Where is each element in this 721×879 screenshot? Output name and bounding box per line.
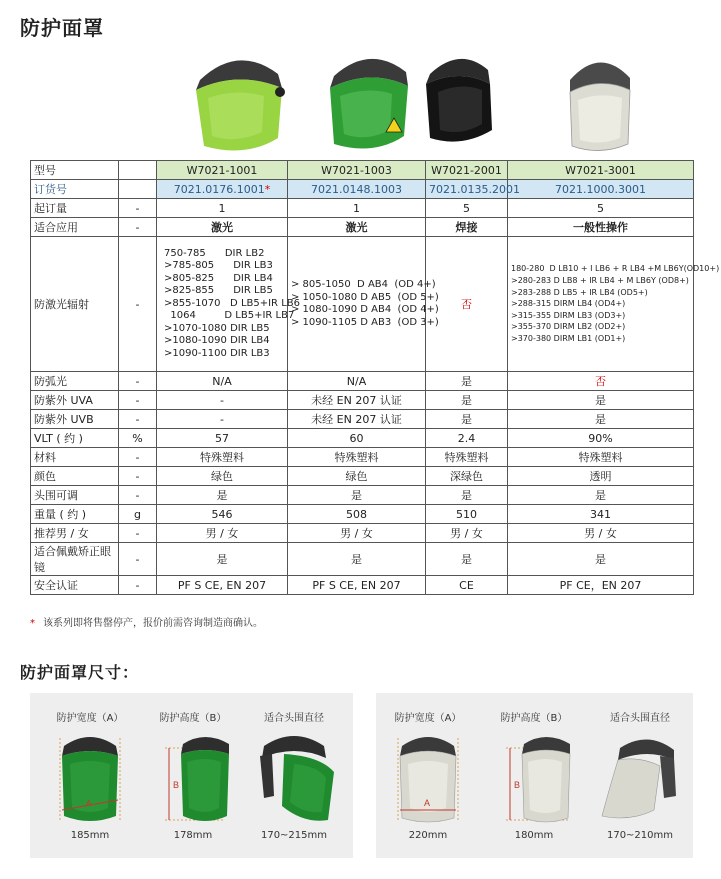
footnote-text: 该系列即将售罄停产，报价前需咨询制造商确认。 (43, 618, 263, 629)
value-cell: PF S CE, EN 207 (157, 576, 288, 595)
dim-value: 185mm (70, 830, 110, 841)
dim-value: 220mm (408, 830, 448, 841)
dim-label: 防护高度（B） (159, 713, 227, 724)
value-cell: 是 (288, 486, 426, 505)
order-number-cell (426, 180, 520, 199)
row-label: 安全认证 (31, 576, 119, 595)
dim-width-clear (378, 693, 478, 858)
laser-spec-line: >825-855 DIR LB5 (164, 285, 273, 297)
dim-label: 防护高度（B） (500, 713, 568, 724)
value-cell: 男 / 女 (426, 524, 508, 543)
dim-head-clear (590, 693, 690, 858)
laser-spec-line: >1090-1100 DIR LB3 (164, 347, 270, 359)
dim-label: 防护宽度（A） (394, 713, 462, 724)
order-number: 7021.0135.2001 (429, 182, 520, 196)
value-cell: 特殊塑料 (157, 448, 288, 467)
laser-spec-line: >370-380 DIRM LB1 (OD1+) (511, 333, 626, 343)
table-row (31, 410, 694, 429)
order-number-cell (157, 180, 288, 199)
value-cell: 510 (426, 505, 508, 524)
value-cell: 否 (426, 237, 508, 372)
order-number-cell (508, 180, 694, 199)
dim-height-clear (484, 693, 584, 858)
value-cell: 特殊塑料 (508, 448, 694, 467)
row-label: 头围可调 (31, 486, 119, 505)
row-unit (119, 161, 157, 180)
value-cell: CE (426, 576, 508, 595)
laser-spec-line: >355-370 DIRM LB2 (OD2+) (511, 322, 626, 332)
value-cell: 男 / 女 (508, 524, 694, 543)
row-label: 推荐男 / 女 (31, 524, 119, 543)
row-unit: - (119, 410, 157, 429)
clear-face-shield-height-image (484, 726, 584, 826)
laser-spec-line: 750-785 DIR LB2 (164, 247, 265, 259)
table-row (31, 505, 694, 524)
product-image-w7021-3001 (560, 40, 640, 158)
row-unit: % (119, 429, 157, 448)
discontinued-star: * (264, 182, 271, 196)
laser-spec-line: 1064 D LB5+IR LB7 (164, 310, 295, 322)
table-row-model (31, 161, 694, 180)
row-unit: - (119, 467, 157, 486)
table-row (31, 372, 694, 391)
laser-spec-line: > 1050-1080 D AB5 (OD 5+) (291, 291, 439, 303)
dim-width-green (40, 693, 140, 858)
table-row-order (31, 180, 694, 199)
value-cell: 特殊塑料 (288, 448, 426, 467)
table-row-laser (31, 237, 694, 372)
value-cell: 是 (508, 543, 694, 576)
row-label: 防紫外 UVB (31, 410, 119, 429)
value-cell: 5 (426, 199, 508, 218)
dim-label: 防护宽度（A） (56, 713, 124, 724)
row-label: 适合应用 (31, 218, 119, 237)
laser-spec-line: > 805-1050 D AB4 (OD 4+) (291, 279, 436, 290)
dimensions-title: 防护面罩尺寸： (20, 663, 140, 682)
row-unit (119, 180, 157, 199)
value-cell: 60 (288, 429, 426, 448)
laser-spec-line: >1070-1080 DIR LB5 (164, 322, 270, 334)
value-cell: 1 (288, 199, 426, 218)
value-cell: 否 (508, 372, 694, 391)
value-cell: 是 (426, 486, 508, 505)
table-row (31, 486, 694, 505)
dim-height-green (143, 693, 243, 858)
product-image-w7021-2001 (418, 40, 500, 158)
laser-spec-list (291, 279, 439, 329)
value-cell: 深绿色 (426, 467, 508, 486)
row-unit: - (119, 372, 157, 391)
row-label: 防紫外 UVA (31, 391, 119, 410)
laser-spec-line: >805-825 DIR LB4 (164, 272, 273, 284)
table-row (31, 218, 694, 237)
dim-value: 170~210mm (606, 830, 674, 841)
value-cell: - (157, 391, 288, 410)
value-cell: 男 / 女 (288, 524, 426, 543)
model-cell: W7021-3001 (508, 161, 694, 180)
order-number: 7021.0148.1003 (311, 182, 402, 196)
value-cell: 是 (157, 486, 288, 505)
laser-spec-line: > 1090-1105 D AB3 (OD 3+) (291, 316, 439, 328)
value-cell: 未经 EN 207 认证 (288, 410, 426, 429)
row-label: 订货号 (31, 180, 119, 199)
row-label: 起订量 (31, 199, 119, 218)
row-label: 防激光辐射 (31, 237, 119, 372)
value-cell: 透明 (508, 467, 694, 486)
dim-value: 170~215mm (260, 830, 328, 841)
value-cell: 是 (426, 372, 508, 391)
row-unit: - (119, 486, 157, 505)
green-face-shield-height-image (143, 726, 243, 826)
value-cell: 绿色 (288, 467, 426, 486)
clear-face-shield-front-image (378, 726, 478, 826)
table-row (31, 429, 694, 448)
row-unit: g (119, 505, 157, 524)
value-cell: 焊接 (426, 218, 508, 237)
row-unit: - (119, 218, 157, 237)
laser-spec-line: >1080-1090 DIR LB4 (164, 335, 270, 347)
table-row (31, 391, 694, 410)
model-cell: W7021-2001 (426, 161, 508, 180)
product-image-w7021-1001 (186, 40, 290, 158)
row-unit: - (119, 199, 157, 218)
laser-spec-line: 180-280 D LB10 + I LB6 + R LB4 +M LB6Y(OD10+) (511, 264, 720, 274)
value-cell: 546 (157, 505, 288, 524)
table-row (31, 524, 694, 543)
order-number: 7021.0176.1001 (173, 182, 265, 196)
value-cell: PF CE，EN 207 (508, 576, 694, 595)
dim-label: 适合头围直径 (264, 713, 324, 724)
dimension-panel-green (30, 693, 353, 858)
table-row (31, 199, 694, 218)
green-face-shield-side-image (244, 726, 344, 826)
value-cell: 特殊塑料 (426, 448, 508, 467)
value-cell: 是 (426, 391, 508, 410)
laser-spec-cell (157, 237, 300, 372)
value-cell: - (157, 410, 288, 429)
value-cell: 是 (288, 543, 426, 576)
table-row (31, 448, 694, 467)
row-label: 颜色 (31, 467, 119, 486)
laser-spec-line: >288-315 DIRM LB4 (OD4+) (511, 299, 626, 309)
row-unit: - (119, 543, 157, 576)
value-cell: 是 (508, 486, 694, 505)
laser-spec-line: > 1080-1090 D AB4 (OD 4+) (291, 304, 439, 315)
row-unit: - (119, 524, 157, 543)
order-number-cell (288, 180, 426, 199)
clear-face-shield-side-image (590, 726, 690, 826)
value-cell: 一般性操作 (508, 218, 694, 237)
laser-spec-line: >785-805 DIR LB3 (164, 260, 273, 272)
value-cell: 是 (426, 410, 508, 429)
value-cell: PF S CE, EN 207 (288, 576, 426, 595)
value-cell: 508 (288, 505, 426, 524)
dim-value: 180mm (514, 830, 554, 841)
value-cell: 57 (157, 429, 288, 448)
model-cell: W7021-1001 (157, 161, 288, 180)
page-title: 防护面罩 (20, 16, 104, 40)
dimension-panel-clear (376, 693, 693, 858)
table-row (31, 576, 694, 595)
laser-spec-line: >280-283 D LB8 + IR LB4 + M LB6Y (OD8+) (511, 276, 689, 286)
footnote-star: * (30, 618, 35, 629)
laser-spec-line: >315-355 DIRM LB3 (OD3+) (511, 310, 626, 320)
dim-value: 178mm (173, 830, 213, 841)
row-label: VLT ( 约 ) (31, 429, 119, 448)
product-image-w7021-1003 (318, 40, 418, 158)
value-cell: N/A (288, 372, 426, 391)
dim-mark-b: B (173, 780, 180, 790)
laser-spec-list (160, 247, 300, 361)
row-label: 材料 (31, 448, 119, 467)
dim-label: 适合头围直径 (610, 713, 670, 724)
laser-spec-line: >283-288 D LB5 + IR LB4 (OD5+) (511, 287, 648, 297)
value-cell: 是 (508, 391, 694, 410)
value-cell: 激光 (157, 218, 288, 237)
table-row (31, 543, 694, 576)
row-label: 防弧光 (31, 372, 119, 391)
row-unit: - (119, 576, 157, 595)
laser-spec-line: >855-1070 D LB5+IR LB6 (164, 297, 300, 309)
green-face-shield-front-image (40, 726, 140, 826)
laser-spec-list (511, 263, 720, 344)
value-cell: 是 (508, 410, 694, 429)
value-cell: 是 (426, 543, 508, 576)
value-cell: 激光 (288, 218, 426, 237)
row-label: 适合佩戴矫正眼镜 (31, 543, 119, 576)
value-cell: 未经 EN 207 认证 (288, 391, 426, 410)
footnote (30, 614, 263, 629)
value-cell: N/A (157, 372, 288, 391)
model-cell: W7021-1003 (288, 161, 426, 180)
laser-spec-cell (508, 237, 720, 372)
value-cell: 是 (157, 543, 288, 576)
value-cell: 341 (508, 505, 694, 524)
row-unit: - (119, 448, 157, 467)
row-label: 型号 (31, 161, 119, 180)
dim-mark-a: A (86, 799, 92, 808)
order-number: 7021.1000.3001 (555, 182, 646, 196)
table-row (31, 467, 694, 486)
laser-spec-cell (288, 237, 439, 372)
dim-head-green (244, 693, 344, 858)
spec-table (30, 160, 720, 595)
value-cell: 1 (157, 199, 288, 218)
row-unit: - (119, 391, 157, 410)
dim-mark-b: B (514, 780, 521, 790)
value-cell: 男 / 女 (157, 524, 288, 543)
row-label: 重量 ( 约 ) (31, 505, 119, 524)
value-cell: 90% (508, 429, 694, 448)
value-cell: 2.4 (426, 429, 508, 448)
row-unit: - (119, 237, 157, 372)
value-cell: 绿色 (157, 467, 288, 486)
dim-mark-a: A (424, 798, 431, 808)
value-cell: 5 (508, 199, 694, 218)
